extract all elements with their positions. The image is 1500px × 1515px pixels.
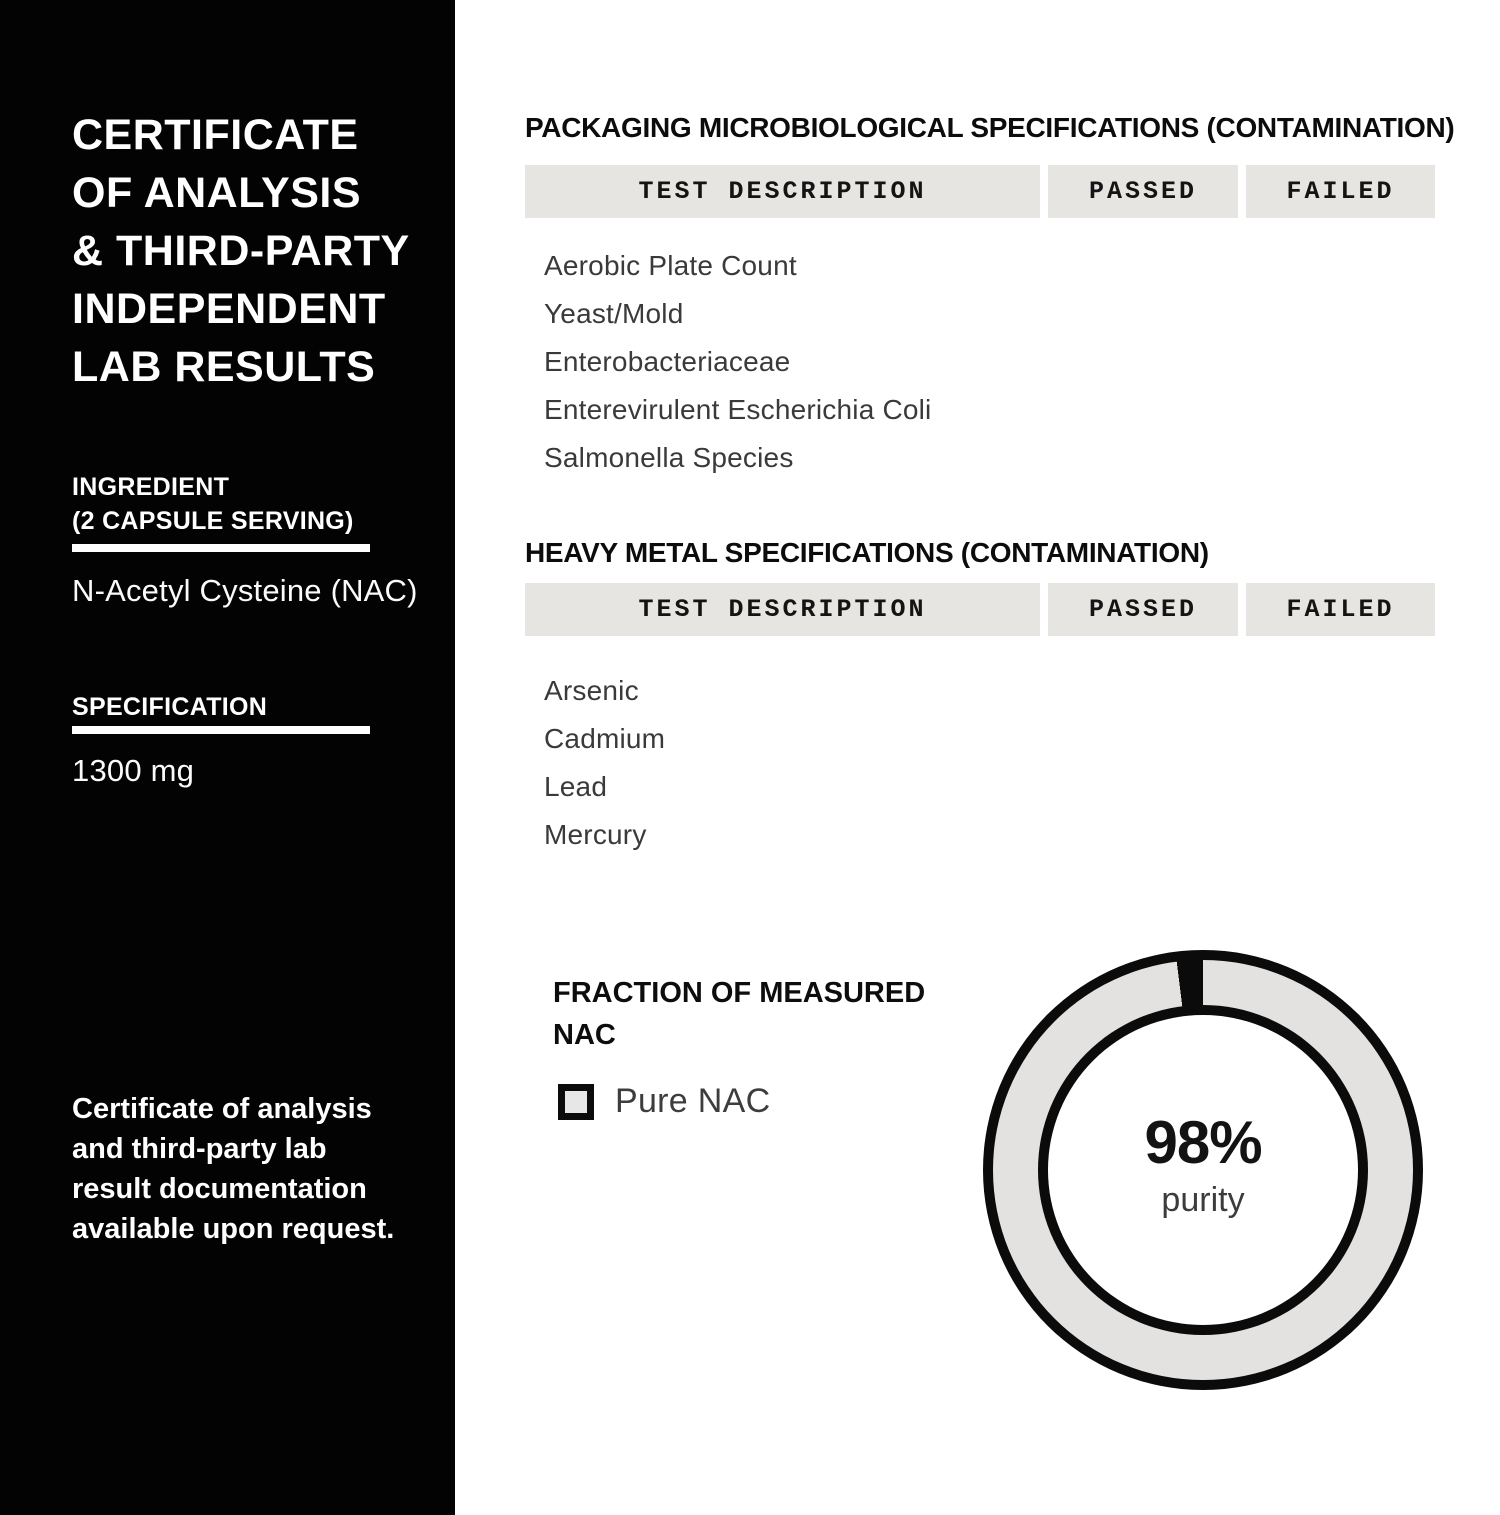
table-title-microbiological: PACKAGING MICROBIOLOGICAL SPECIFICATIONS (CONTAMINATION) bbox=[525, 112, 1455, 143]
table-row: Aerobic Plate Count bbox=[544, 250, 797, 281]
certificate-sidebar bbox=[0, 0, 455, 1515]
ingredient-label: INGREDIENT (2 CAPSULE SERVING) bbox=[72, 473, 354, 535]
purity-label: purity bbox=[1161, 1181, 1245, 1219]
page-title-line: OF ANALYSIS bbox=[72, 169, 362, 217]
table-row: Salmonella Species bbox=[544, 442, 794, 473]
ingredient-value: N-Acetyl Cysteine (NAC) bbox=[72, 573, 418, 608]
legend-swatch-pure-nac bbox=[558, 1084, 594, 1120]
table-row: Cadmium bbox=[544, 723, 666, 754]
column-header-passed: PASSED bbox=[1048, 583, 1238, 636]
availability-note: Certificate of analysis and third-party lab result documentation available upon request. bbox=[72, 1093, 395, 1245]
table-body bbox=[525, 667, 1435, 859]
column-header-failed: FAILED bbox=[1246, 583, 1435, 636]
specification-label: SPECIFICATION bbox=[72, 693, 268, 721]
table-title-heavy-metal: HEAVY METAL SPECIFICATIONS (CONTAMINATION) bbox=[525, 537, 1209, 568]
page-title-line: LAB RESULTS bbox=[72, 343, 376, 391]
purity-donut-chart bbox=[983, 950, 1423, 1390]
table-row: Enterevirulent Escherichia Coli bbox=[544, 394, 932, 425]
table-header-row bbox=[525, 165, 1435, 218]
table-header-row bbox=[525, 583, 1435, 636]
purity-value: 98% bbox=[1144, 1109, 1262, 1176]
legend-label: Pure NAC bbox=[615, 1082, 771, 1120]
page-title bbox=[72, 106, 410, 396]
table-row: Arsenic bbox=[544, 675, 639, 706]
fraction-section-title: FRACTION OF MEASURED NAC bbox=[553, 977, 926, 1051]
table-row: Lead bbox=[544, 771, 608, 802]
specification-value: 1300 mg bbox=[72, 753, 195, 788]
page-title-line: & THIRD-PARTY bbox=[72, 227, 410, 275]
column-header-test-description: TEST DESCRIPTION bbox=[525, 165, 1040, 218]
page-title-line: CERTIFICATE bbox=[72, 111, 359, 159]
page-title-line: INDEPENDENT bbox=[72, 285, 386, 333]
column-header-passed: PASSED bbox=[1048, 165, 1238, 218]
table-row: Enterobacteriaceae bbox=[544, 346, 791, 377]
chart-legend bbox=[558, 1082, 770, 1121]
microbiological-table bbox=[525, 165, 1435, 482]
table-body bbox=[525, 242, 1435, 482]
table-row: Yeast/Mold bbox=[544, 298, 684, 329]
donut-center bbox=[1048, 1015, 1358, 1325]
column-header-failed: FAILED bbox=[1246, 165, 1435, 218]
divider bbox=[72, 726, 370, 734]
column-header-test-description: TEST DESCRIPTION bbox=[525, 583, 1040, 636]
table-row: Mercury bbox=[544, 819, 647, 850]
divider bbox=[72, 544, 370, 552]
heavy-metal-table bbox=[525, 583, 1435, 859]
